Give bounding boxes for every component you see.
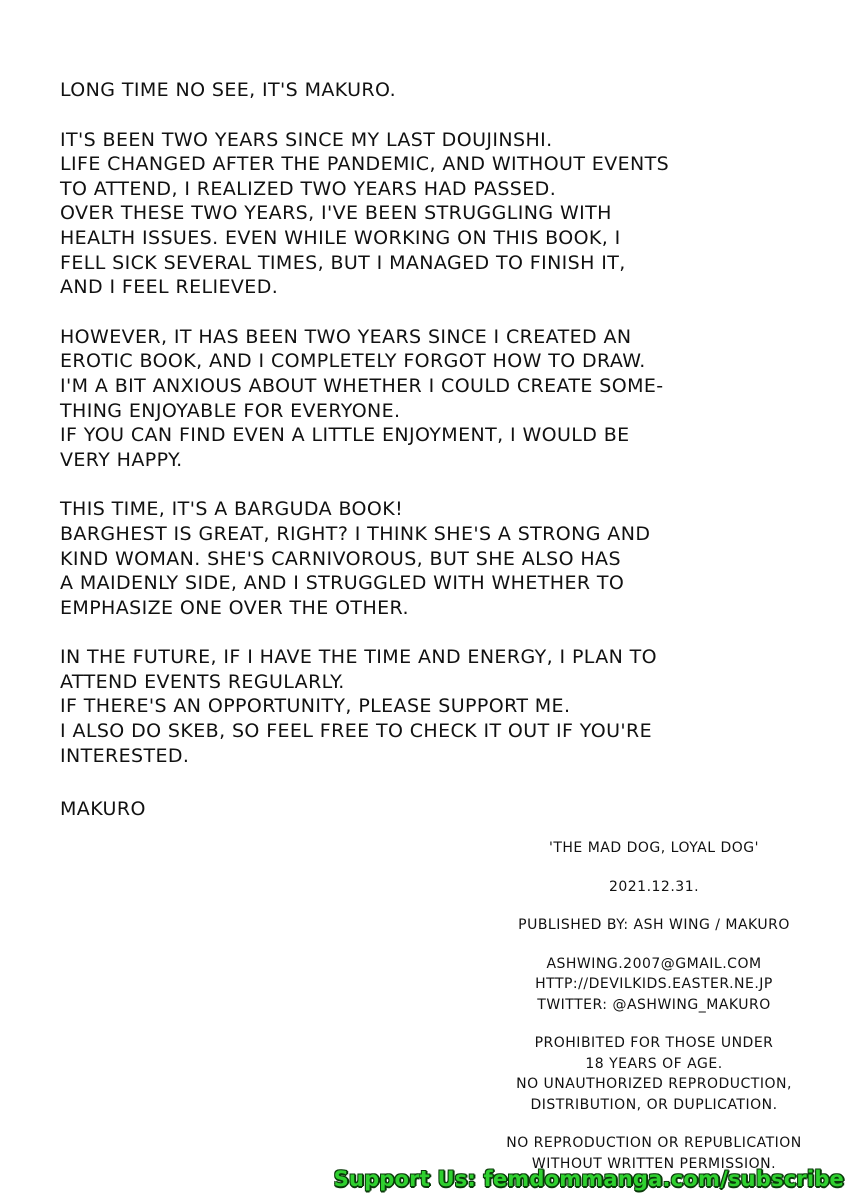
afterword-line: LIFE CHANGED AFTER THE PANDEMIC, AND WITHOUT EVENTS xyxy=(60,153,670,176)
afterword-line: BARGHEST IS GREAT, RIGHT? I THINK SHE'S A STRONG AND xyxy=(60,522,651,545)
afterword-line: TO ATTEND, I REALIZED TWO YEARS HAD PASSED. xyxy=(60,177,557,200)
contact-email: ASHWING.2007@GMAIL.COM xyxy=(546,955,762,972)
notice-line: 18 YEARS OF AGE. xyxy=(585,1055,723,1072)
notice-line: PROHIBITED FOR THOSE UNDER xyxy=(534,1035,774,1051)
afterword-text xyxy=(60,78,740,768)
afterword-line: EROTIC BOOK, AND I COMPLETELY FORGOT HOW TO DRAW. xyxy=(60,350,646,373)
author-signature: MAKURO xyxy=(60,798,146,820)
afterword-line: FELL SICK SEVERAL TIMES, BUT I MANAGED TO FINISH IT, xyxy=(60,251,626,274)
contact-website: HTTP://DEVILKIDS.EASTER.NE.JP xyxy=(535,976,773,992)
book-title: 'THE MAD DOG, LOYAL DOG' xyxy=(548,840,759,856)
afterword-line: THIS TIME, IT'S A BARGUDA BOOK! xyxy=(60,498,404,521)
afterword-line: IN THE FUTURE, IF I HAVE THE TIME AND ENERGY, I PLAN TO xyxy=(60,646,658,669)
notice-line: WITHOUT WRITTEN PERMISSION. xyxy=(531,1155,777,1172)
afterword-line: A MAIDENLY SIDE, AND I STRUGGLED WITH WHETHER TO xyxy=(60,572,625,595)
afterword-line: ATTEND EVENTS REGULARLY. xyxy=(60,670,345,693)
notice-line: DISTRIBUTION, OR DUPLICATION. xyxy=(530,1096,778,1113)
afterword-line: I'M A BIT ANXIOUS ABOUT WHETHER I COULD CREATE SOME- xyxy=(60,374,664,397)
afterword-line: IF THERE'S AN OPPORTUNITY, PLEASE SUPPORT ME. xyxy=(60,695,571,718)
afterword-line: LONG TIME NO SEE, IT'S MAKURO. xyxy=(60,79,397,101)
afterword-line: VERY HAPPY. xyxy=(60,448,183,471)
colophon xyxy=(468,838,840,1174)
afterword-line: INTERESTED. xyxy=(60,744,190,767)
notice-line: NO REPRODUCTION OR REPUBLICATION xyxy=(506,1135,802,1151)
afterword-line: HEALTH ISSUES. EVEN WHILE WORKING ON THIS BOOK, I xyxy=(60,226,621,249)
notice-line: NO UNAUTHORIZED REPRODUCTION, xyxy=(516,1076,792,1092)
afterword-line: THING ENJOYABLE FOR EVERYONE. xyxy=(60,399,401,422)
afterword-line: OVER THESE TWO YEARS, I'VE BEEN STRUGGLING WITH xyxy=(60,202,612,225)
publisher: PUBLISHED BY: ASH WING / MAKURO xyxy=(518,917,790,933)
support-banner[interactable]: Support Us: femdommanga.com/subscribe xyxy=(333,1167,844,1191)
afterword-line: IF YOU CAN FIND EVEN A LITTLE ENJOYMENT, I WOULD BE xyxy=(60,424,630,447)
publication-date: 2021.12.31. xyxy=(608,878,700,895)
contact-twitter: TWITTER: @ASHWING_MAKURO xyxy=(537,996,771,1013)
afterword-line: EMPHASIZE ONE OVER THE OTHER. xyxy=(60,596,409,619)
afterword-line: IT'S BEEN TWO YEARS SINCE MY LAST DOUJINSHI. xyxy=(60,128,553,151)
afterword-line: HOWEVER, IT HAS BEEN TWO YEARS SINCE I CREATED AN xyxy=(60,325,632,348)
afterword-line: I ALSO DO SKEB, SO FEEL FREE TO CHECK IT OUT IF YOU'RE xyxy=(60,720,653,743)
afterword-line: AND I FEEL RELIEVED. xyxy=(60,276,279,299)
afterword-line: KIND WOMAN. SHE'S CARNIVOROUS, BUT SHE ALSO HAS xyxy=(60,547,621,570)
